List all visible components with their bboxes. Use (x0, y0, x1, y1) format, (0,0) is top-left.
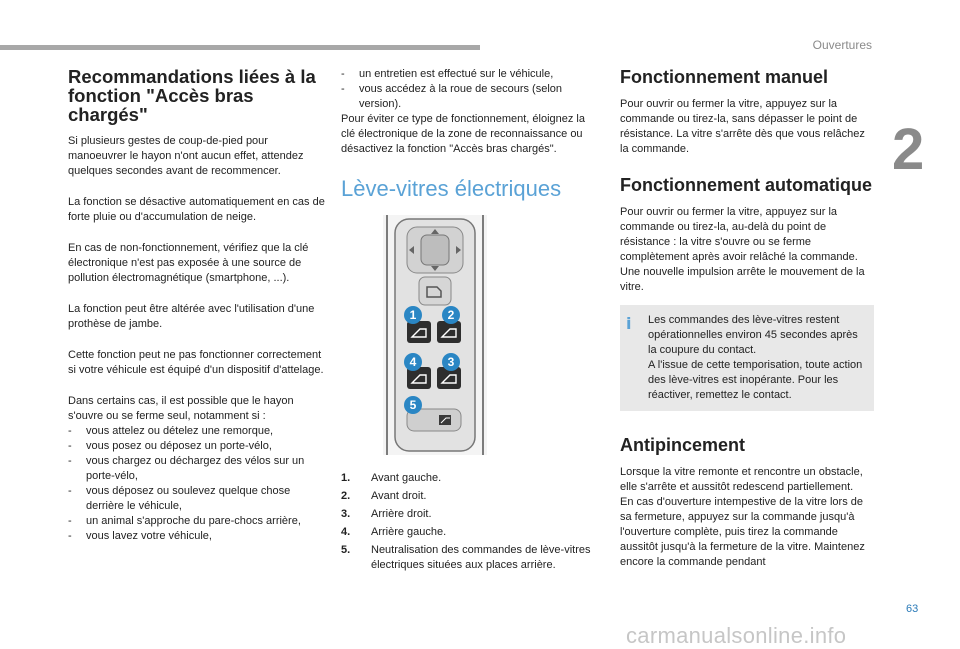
section-title: Ouvertures (812, 38, 872, 52)
list-item: 1. Avant gauche. (341, 472, 442, 484)
page-number: 63 (906, 603, 919, 615)
paragraph: Cette fonction peut ne pas fonctionner correctement si votre véhicule est équipé d'un dispositif d'attelage. (68, 349, 324, 376)
header-bar (0, 45, 480, 50)
list-item: - vous posez ou déposez un porte-vélo, (68, 439, 326, 454)
list-item: - vous chargez ou déchargez des vélos sur un porte-vélo, (68, 454, 326, 484)
list-item: 2. Avant droit. (341, 490, 427, 502)
chapter-number: 2 (892, 117, 925, 182)
list-item: - un animal s'approche du pare-chocs arrière, (68, 514, 326, 529)
list-item: - vous attelez ou dételez une remorque, (68, 424, 326, 439)
heading-leve-vitres: Lève-vitres électriques (341, 176, 562, 201)
heading-manuel: Fonctionnement manuel (620, 67, 829, 87)
list-item: - vous déposez ou soulevez quelque chose derrière le véhicule, (68, 484, 326, 514)
svg-text:1: 1 (409, 308, 417, 322)
marker-4 (404, 353, 422, 371)
paragraph: En cas d'ouverture intempestive de la vitre lors de sa fermeture, appuyez sur la commande jusqu'à l'ouverture complète, puis tirez la commande aussitôt jusqu'à la fermeture de la vitre. Maintenez encore la commande pendant (620, 496, 865, 568)
marker-2 (442, 306, 460, 324)
window-switch-figure (381, 215, 489, 455)
column-3 (620, 67, 874, 570)
heading-recommandations: Recommandations liées à la fonction "Accès bras chargés" (68, 66, 316, 125)
list-item: 4. Arrière gauche. (341, 526, 447, 538)
heading-automatique: Fonctionnement automatique (620, 175, 872, 195)
paragraph: Lorsque la vitre remonte et rencontre un obstacle, elle s'arrête et aussitôt redescend partiellement. (620, 466, 863, 493)
watermark: carmanualsonline.info (626, 623, 847, 648)
info-box (620, 305, 874, 411)
marker-1 (404, 306, 422, 324)
paragraph: La fonction se désactive automatiquement en cas de forte pluie ou d'accumulation de neige. (68, 196, 325, 223)
info-text: A l'issue de cette temporisation, toute action des lève-vitres est inopérante. Pour les réactiver, remettez le contact. (648, 359, 863, 401)
paragraph: Pour éviter ce type de fonctionnement, éloignez la clé électronique de la zone de reconnaissance ou désactivez la fonction "Accès bras chargés". (341, 113, 585, 155)
paragraph: Pour ouvrir ou fermer la vitre, appuyez sur la commande ou tirez-la, au-delà du point de résistance : la vitre s'ouvre ou se ferme complètement après avoir relâché la commande. Une nouvelle impulsion arrête le mouvement de la vitre. (620, 206, 865, 293)
svg-text:2: 2 (447, 308, 455, 322)
list-item: 5. Neutralisation des commandes de lève-vitres électriques situées aux places arrière. (341, 544, 591, 571)
paragraph: Si plusieurs gestes de coup-de-pied pour manoeuvrer le hayon n'ont aucun effet, attendez quelques secondes avant de recommencer. (68, 135, 304, 177)
numbered-list (341, 471, 591, 573)
svg-text:4: 4 (409, 355, 417, 369)
door-switch-panel-illustration (381, 215, 489, 455)
column-1 (68, 67, 326, 544)
dash-list (68, 424, 326, 544)
info-text: Les commandes des lève-vitres restent opérationnelles environ 45 secondes après la coupure du contact. (648, 314, 858, 356)
list-item: - un entretien est effectué sur le véhicule, (341, 67, 591, 82)
dash-list (341, 67, 591, 112)
paragraph: Pour ouvrir ou fermer la vitre, appuyez sur la commande ou tirez-la, sans dépasser le point de résistance. La vitre s'arrête dès que vous relâchez la commande. (620, 98, 865, 155)
heading-antipincement: Antipincement (620, 435, 746, 455)
column-2 (341, 67, 591, 576)
marker-3 (442, 353, 460, 371)
paragraph: En cas de non-fonctionnement, vérifiez que la clé électronique n'est pas exposée à une source de pollution électromagnétique (smartphone, ...). (68, 242, 309, 284)
marker-5 (404, 396, 422, 414)
svg-text:3: 3 (447, 355, 455, 369)
list-item: - vous lavez votre véhicule, (68, 529, 326, 544)
list-item: - vous accédez à la roue de secours (selon version). (341, 82, 591, 112)
info-icon: i (626, 314, 632, 333)
paragraph: Dans certains cas, il est possible que le hayon s'ouvre ou se ferme seul, notamment si : (68, 395, 294, 422)
paragraph: La fonction peut être altérée avec l'utilisation d'une prothèse de jambe. (68, 303, 315, 330)
list-item: 3. Arrière droit. (341, 508, 432, 520)
svg-text:5: 5 (409, 398, 417, 412)
